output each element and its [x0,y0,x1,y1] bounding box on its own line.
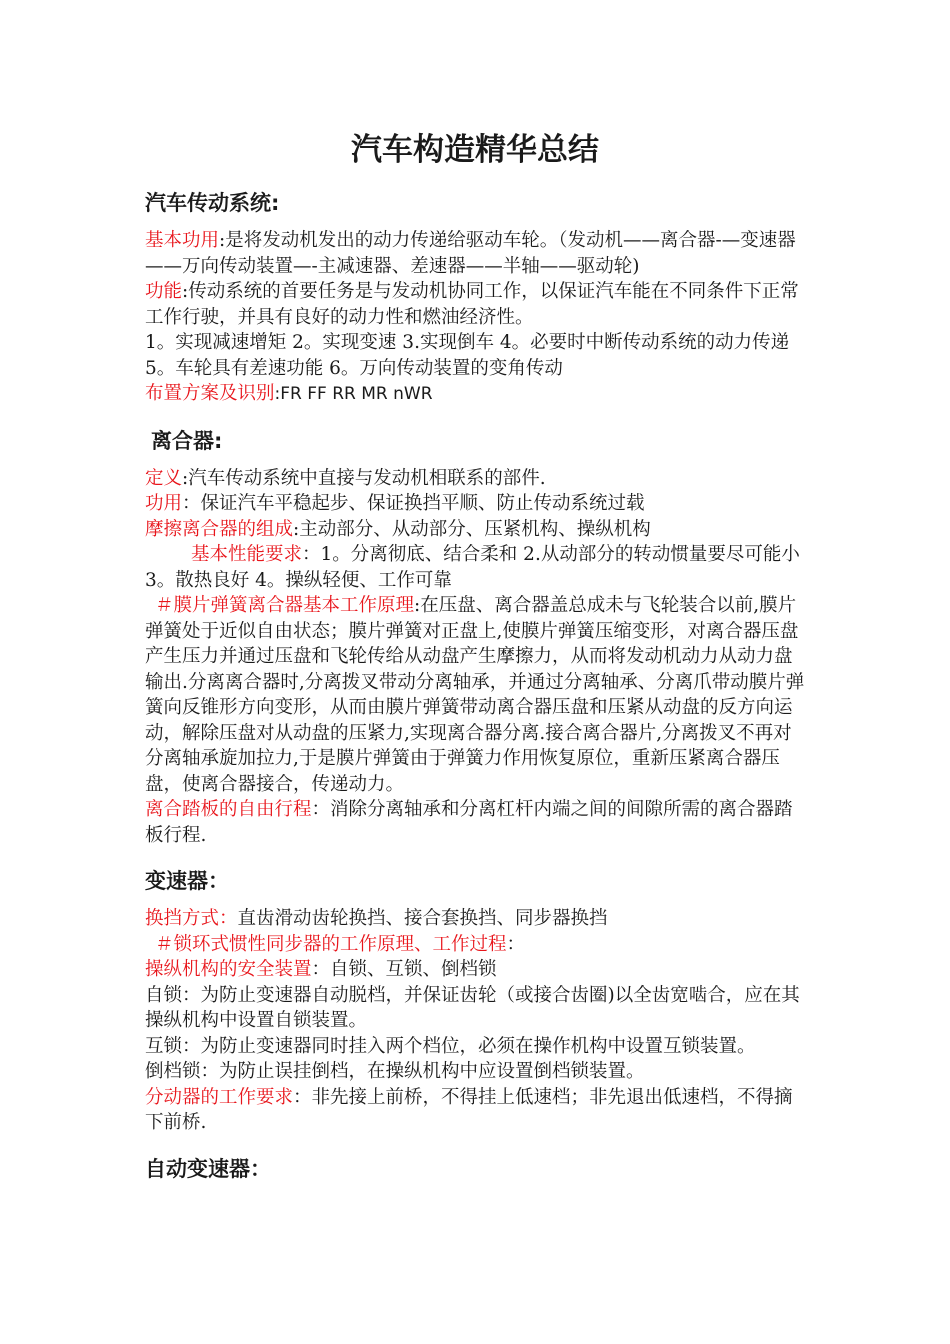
paragraph-performance-requirements [145,542,805,593]
paragraph-text: :在压盘、离合器盖总成未与飞轮装合以前,膜片弹簧处于近似自由状态；膜片弹簧对正盘上,使膜片弹簧压缩变形，对离合器压盘产生压力并通过压盘和飞轮传给从动盘产生摩擦力，从而将发动机动力从动力盘输出.分离离合器时,分离拨叉带动分离轴承，并通过分离轴承、分离爪带动膜片弹簧向反锥形方向变形，从而由膜片弹簧带动离合器压盘和压紧从动盘的反方向运动，解除压盘对从动盘的压紧力,实现离合器分离.接合离合器片,分离拨叉不再对分离轴承旋加拉力,于是膜片弹簧由于弹簧力作用恢复原位，重新压紧离合器压盘，使离合器接合，传递动力。 [145,595,805,795]
paragraph-purpose [145,491,805,517]
paragraph-text: :FR FF RR MR nWR [274,384,433,404]
paragraph-text: :汽车传动系统中直接与发动机相联系的部件. [182,467,546,489]
section-heading: 离合器: [151,428,223,453]
paragraph-text: :主动部分、从动部分、压紧机构、操纵机构 [293,518,651,540]
paragraph-definition [145,466,805,492]
term-label: 换挡方式： [145,908,238,929]
paragraph-text: ： [506,933,526,955]
section-transmission-system [145,188,805,408]
term-label: 分动器的工作要求 [145,1086,294,1108]
paragraph-text: 互锁：为防止变速器同时挂入两个档位，必须在操作机构中设置互锁装置。 [145,1035,756,1057]
paragraph-text: ：自锁、互锁、倒档锁 [311,959,497,980]
section-clutch [145,426,805,849]
paragraph-diaphragm-principle [145,593,805,797]
term-label: 功用 [145,493,183,514]
paragraph-composition [145,517,805,543]
term-label: 离合踏板的自由行程 [145,799,312,820]
term-label: 摩擦离合器的组成 [145,518,294,540]
term-label: 基本性能要求 [191,544,303,565]
section-automatic-transmission [145,1154,805,1184]
paragraph-self-lock [145,983,805,1034]
paragraph-text: ：1。分离彻底、结合柔和 2.从动部分的转动惯量要尽可能小 3。散热良好 4。操纵轻便、工作可靠 [145,544,800,591]
paragraph-interlock [145,1034,805,1060]
paragraph-text: ：非先接上前桥，不得挂上低速档；非先退出低速档，不得摘下前桥. [145,1086,793,1133]
term-label: ＃膜片弹簧离合器基本工作原理 [155,595,415,616]
paragraph-text: 直齿滑动齿轮换挡、接合套换挡、同步器换挡 [237,908,608,929]
paragraph-transfer-case [145,1085,805,1136]
term-label: 定义 [145,467,183,489]
section-heading: 自动变速器： [145,1156,271,1181]
term-label: 基本功用 [145,230,220,251]
paragraph-layout-scheme [145,381,805,408]
paragraph-text: :是将发动机发出的动力传递给驱动车轮。（发动机——离合器-—变速器——万向传动装置—-主减速器、差速器——半轴——驱动轮) [145,230,796,277]
section-heading: 变速器： [145,869,229,893]
paragraph-text: ：消除分离轴承和分离杠杆内端之间的间隙所需的离合器踏板行程. [145,799,793,846]
paragraph-text: ：保证汽车平稳起步、保证换挡平顺、防止传动系统过载 [182,493,645,514]
section-gearbox [145,866,805,1136]
paragraph-text: 倒档锁：为防止误挂倒档，在操纵机构中应设置倒档锁装置。 [145,1061,645,1082]
term-label: 功能 [145,281,183,302]
paragraph-text: :传动系统的首要任务是与发动机协同工作，以保证汽车能在不同条件下正常工作行驶，并具有良好的动力性和燃油经济性。 [145,281,799,328]
paragraph-reverse-lock [145,1059,805,1085]
paragraph-function-list [145,330,805,381]
paragraph-synchronizer [145,932,805,958]
paragraph-pedal-free-travel [145,797,805,848]
document-title: 汽车构造精华总结 [351,132,599,168]
section-heading: 汽车传动系统: [145,191,280,215]
paragraph-shift-methods [145,906,805,932]
paragraph-safety-devices [145,957,805,983]
term-label: 操纵机构的安全装置 [145,959,312,980]
paragraph-text: 自锁：为防止变速器自动脱档，并保证齿轮（或接合齿圈)以全齿宽啮合，应在其操纵机构中设置自锁装置。 [145,984,800,1031]
term-label: ＃锁环式惯性同步器的工作原理、工作过程 [155,933,507,955]
paragraph-basic-function [145,228,805,279]
paragraph-text: 1。实现减速增矩 2。实现变速 3.实现倒车 4。必要时中断传动系统的动力传递 5。车轮具有差速功能 6。万向传动装置的变角传动 [145,332,790,379]
term-label: 布置方案及识别 [145,383,275,404]
paragraph-function [145,279,805,330]
